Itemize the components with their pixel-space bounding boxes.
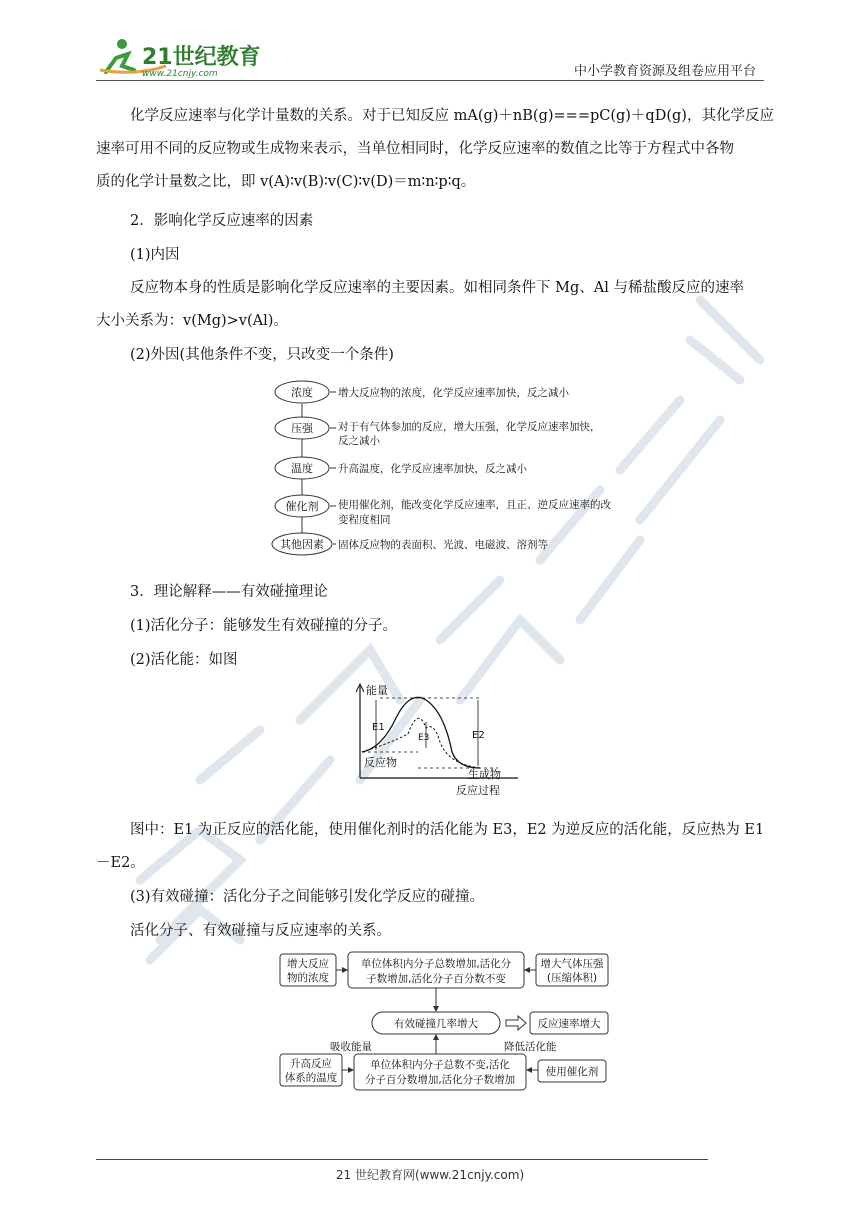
paragraph-2-line-2: 大小关系为：v(Mg)>v(Al)。 — [96, 313, 288, 329]
header-divider — [96, 80, 764, 81]
footer-divider — [96, 1159, 708, 1160]
box-temperature-1: 升高反应 — [290, 1058, 332, 1070]
factors-diagram — [268, 378, 648, 558]
y-axis-label: 能量 — [366, 684, 388, 697]
logo-title: 21世纪教育 — [142, 45, 261, 70]
footer-text[interactable]: 21 世纪教育网(www.21cnjy.com) — [335, 1168, 525, 1182]
label-e2: E2 — [472, 730, 485, 741]
effective-collision-definition: (3)有效碰撞：活化分子之间能够引发化学反应的碰撞。 — [130, 889, 485, 905]
section-heading-2: 2．影响化学反应速率的因素 — [130, 213, 314, 229]
activated-molecule-definition: (1)活化分子：能够发生有效碰撞的分子。 — [130, 618, 398, 634]
label-e3: E3 — [418, 733, 430, 743]
box-concentration-2: 物的浓度 — [287, 972, 329, 984]
subheading-external: (2)外因(其他条件不变，只改变一个条件) — [130, 347, 394, 363]
factor-label-concentration: 浓度 — [291, 386, 313, 399]
subheading-internal: (1)内因 — [130, 247, 180, 263]
factor-text-concentration: 增大反应物的浓度，化学反应速率加快，反之减小 — [338, 387, 569, 399]
header-right-text: 中小学教育资源及组卷应用平台 — [574, 64, 757, 79]
box-bottom-1: 单位体积内分子总数不变,活化 — [370, 1059, 510, 1071]
box-temperature-2: 体系的温度 — [284, 1072, 338, 1084]
paragraph-3-line-1: 图中：E1 为正反应的活化能，使用催化剂时的活化能为 E3，E2 为逆反应的活化能，反应热为 E1 — [130, 822, 765, 838]
logo-url: www.21cnjy.com — [142, 69, 218, 79]
box-top-1: 单位体积内分子总数增加,活化分 — [360, 958, 512, 970]
label-reactant: 反应物 — [364, 756, 397, 769]
box-concentration-1: 增大反应 — [287, 958, 329, 970]
collision-theory-diagram — [278, 948, 618, 1092]
factor-text-catalyst: 使用催化剂，能改变化学反应速率，且正、逆反应速率的改 — [338, 499, 611, 511]
box-pressure-2: (压缩体积) — [546, 972, 598, 984]
factor-text-pressure-2: 反之减小 — [338, 435, 380, 447]
label-product: 生成物 — [468, 768, 501, 781]
box-pressure-1: 增大气体压强 — [540, 958, 604, 970]
box-bottom-2: 分子百分数增加,活化分子数增加 — [364, 1074, 516, 1086]
box-top-2: 子数增加,活化分子百分数不变 — [366, 973, 506, 985]
box-catalyst: 使用催化剂 — [545, 1066, 599, 1078]
activation-energy-diagram — [348, 682, 528, 800]
box-rate: 反应速率增大 — [537, 1018, 601, 1030]
factor-text-temperature: 升高温度，化学反应速率加快，反之减小 — [338, 463, 527, 475]
box-center: 有效碰撞几率增大 — [394, 1018, 478, 1030]
paragraph-3-line-2: －E2。 — [96, 855, 145, 871]
relation-heading: 活化分子、有效碰撞与反应速率的关系。 — [130, 923, 391, 939]
site-logo[interactable] — [96, 36, 276, 80]
paragraph-1-line-1: 化学反应速率与化学计量数的关系。对于已知反应 mA(g)＋nB(g)===pC(g)＋qD(g)，其化学反应 — [130, 108, 774, 124]
label-lower-activation: 降低活化能 — [504, 1041, 557, 1053]
paragraph-1-line-3: 质的化学计量数之比，即 v(A)∶v(B)∶v(C)∶v(D)＝m∶n∶p∶q。 — [96, 174, 476, 190]
factor-label-temperature: 温度 — [291, 462, 313, 475]
factor-text-other: 固体反应物的表面积、光波、电磁波、溶剂等 — [338, 539, 548, 551]
label-e1: E1 — [372, 722, 385, 733]
factor-label-pressure: 压强 — [291, 422, 313, 435]
activation-energy-heading: (2)活化能：如图 — [130, 652, 238, 668]
factor-text-catalyst-2: 变程度相同 — [338, 514, 391, 526]
factor-label-catalyst: 催化剂 — [285, 500, 319, 513]
factor-label-other: 其他因素 — [280, 538, 324, 551]
paragraph-2-line-1: 反应物本身的性质是影响化学反应速率的主要因素。如相同条件下 Mg、Al 与稀盐酸反应的速率 — [130, 280, 744, 296]
factor-text-pressure: 对于有气体参加的反应，增大压强，化学反应速率加快， — [338, 421, 601, 433]
label-absorb-energy: 吸收能量 — [330, 1041, 372, 1053]
section-heading-3: 3．理论解释——有效碰撞理论 — [130, 584, 328, 600]
paragraph-1-line-2: 速率可用不同的反应物或生成物来表示，当单位相同时，化学反应速率的数值之比等于方程式中各物 — [96, 141, 734, 157]
x-axis-label: 反应过程 — [456, 784, 500, 797]
